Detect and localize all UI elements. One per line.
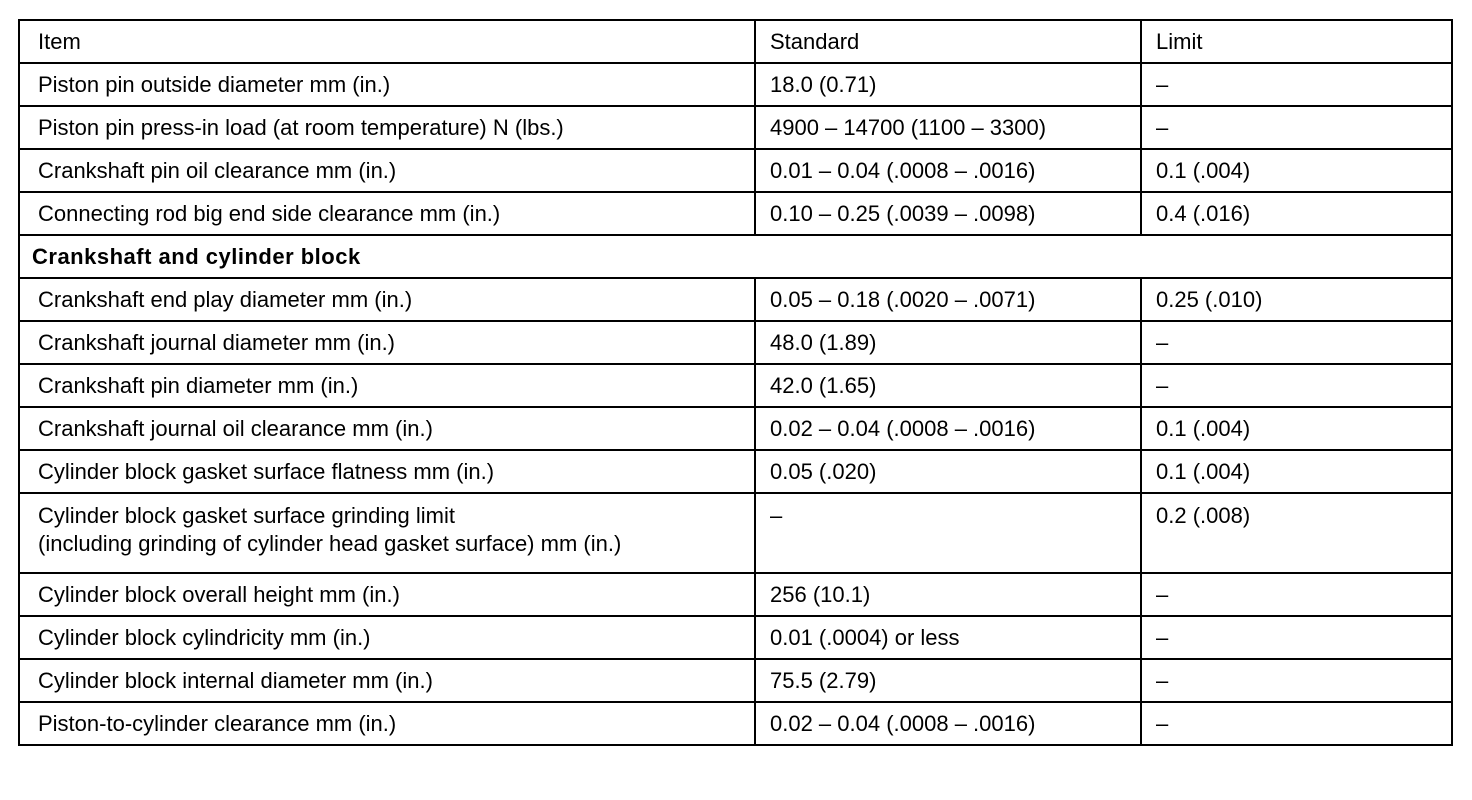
table-row <box>19 573 1452 616</box>
limit-cell: 0.25 (.010) <box>1141 278 1452 321</box>
item-cell: Connecting rod big end side clearance mm (in.) <box>19 192 755 235</box>
standard-cell: 256 (10.1) <box>755 573 1141 616</box>
item-cell: Crankshaft pin oil clearance mm (in.) <box>19 149 755 192</box>
standard-cell: 75.5 (2.79) <box>755 659 1141 702</box>
table-row <box>19 321 1452 364</box>
standard-cell: 0.05 (.020) <box>755 450 1141 493</box>
table-row <box>19 616 1452 659</box>
item-cell: Cylinder block internal diameter mm (in.) <box>19 659 755 702</box>
limit-cell: – <box>1141 321 1452 364</box>
standard-cell: 48.0 (1.89) <box>755 321 1141 364</box>
standard-cell: 18.0 (0.71) <box>755 63 1141 106</box>
limit-cell: – <box>1141 364 1452 407</box>
item-cell: Piston pin press-in load (at room temperature) N (lbs.) <box>19 106 755 149</box>
table-row <box>19 407 1452 450</box>
item-cell: Cylinder block gasket surface flatness mm (in.) <box>19 450 755 493</box>
section-header-row <box>19 235 1452 278</box>
item-line-2: (including grinding of cylinder head gasket surface) mm (in.) <box>38 531 622 556</box>
item-cell: Piston-to-cylinder clearance mm (in.) <box>19 702 755 745</box>
item-line-1: Cylinder block gasket surface grinding limit <box>38 503 455 528</box>
item-cell: Crankshaft journal oil clearance mm (in.) <box>19 407 755 450</box>
item-cell: Crankshaft journal diameter mm (in.) <box>19 321 755 364</box>
limit-cell: 0.2 (.008) <box>1141 493 1452 573</box>
limit-cell: – <box>1141 659 1452 702</box>
header-standard: Standard <box>755 20 1141 63</box>
section-title: Crankshaft and cylinder block <box>19 235 1452 278</box>
table-row <box>19 450 1452 493</box>
header-item: Item <box>19 20 755 63</box>
limit-cell: – <box>1141 573 1452 616</box>
standard-cell: – <box>755 493 1141 573</box>
standard-cell: 0.02 – 0.04 (.0008 – .0016) <box>755 702 1141 745</box>
standard-cell: 0.10 – 0.25 (.0039 – .0098) <box>755 192 1141 235</box>
table-row <box>19 659 1452 702</box>
table-row <box>19 106 1452 149</box>
limit-cell: – <box>1141 702 1452 745</box>
standard-cell: 4900 – 14700 (1100 – 3300) <box>755 106 1141 149</box>
item-cell: Piston pin outside diameter mm (in.) <box>19 63 755 106</box>
limit-cell: – <box>1141 616 1452 659</box>
item-cell: Crankshaft end play diameter mm (in.) <box>19 278 755 321</box>
item-cell <box>19 493 755 573</box>
standard-cell: 0.01 – 0.04 (.0008 – .0016) <box>755 149 1141 192</box>
specification-table <box>18 19 1453 746</box>
standard-cell: 0.02 – 0.04 (.0008 – .0016) <box>755 407 1141 450</box>
table-row <box>19 63 1452 106</box>
item-cell: Crankshaft pin diameter mm (in.) <box>19 364 755 407</box>
standard-cell: 42.0 (1.65) <box>755 364 1141 407</box>
standard-cell: 0.05 – 0.18 (.0020 – .0071) <box>755 278 1141 321</box>
limit-cell: 0.4 (.016) <box>1141 192 1452 235</box>
limit-cell: 0.1 (.004) <box>1141 450 1452 493</box>
limit-cell: 0.1 (.004) <box>1141 149 1452 192</box>
limit-cell: – <box>1141 106 1452 149</box>
table-row <box>19 364 1452 407</box>
table-row <box>19 493 1452 573</box>
table-row <box>19 702 1452 745</box>
table-row <box>19 278 1452 321</box>
item-cell: Cylinder block cylindricity mm (in.) <box>19 616 755 659</box>
limit-cell: 0.1 (.004) <box>1141 407 1452 450</box>
table-row <box>19 149 1452 192</box>
item-cell: Cylinder block overall height mm (in.) <box>19 573 755 616</box>
header-limit: Limit <box>1141 20 1452 63</box>
table-row <box>19 192 1452 235</box>
limit-cell: – <box>1141 63 1452 106</box>
standard-cell: 0.01 (.0004) or less <box>755 616 1141 659</box>
header-row <box>19 20 1452 63</box>
